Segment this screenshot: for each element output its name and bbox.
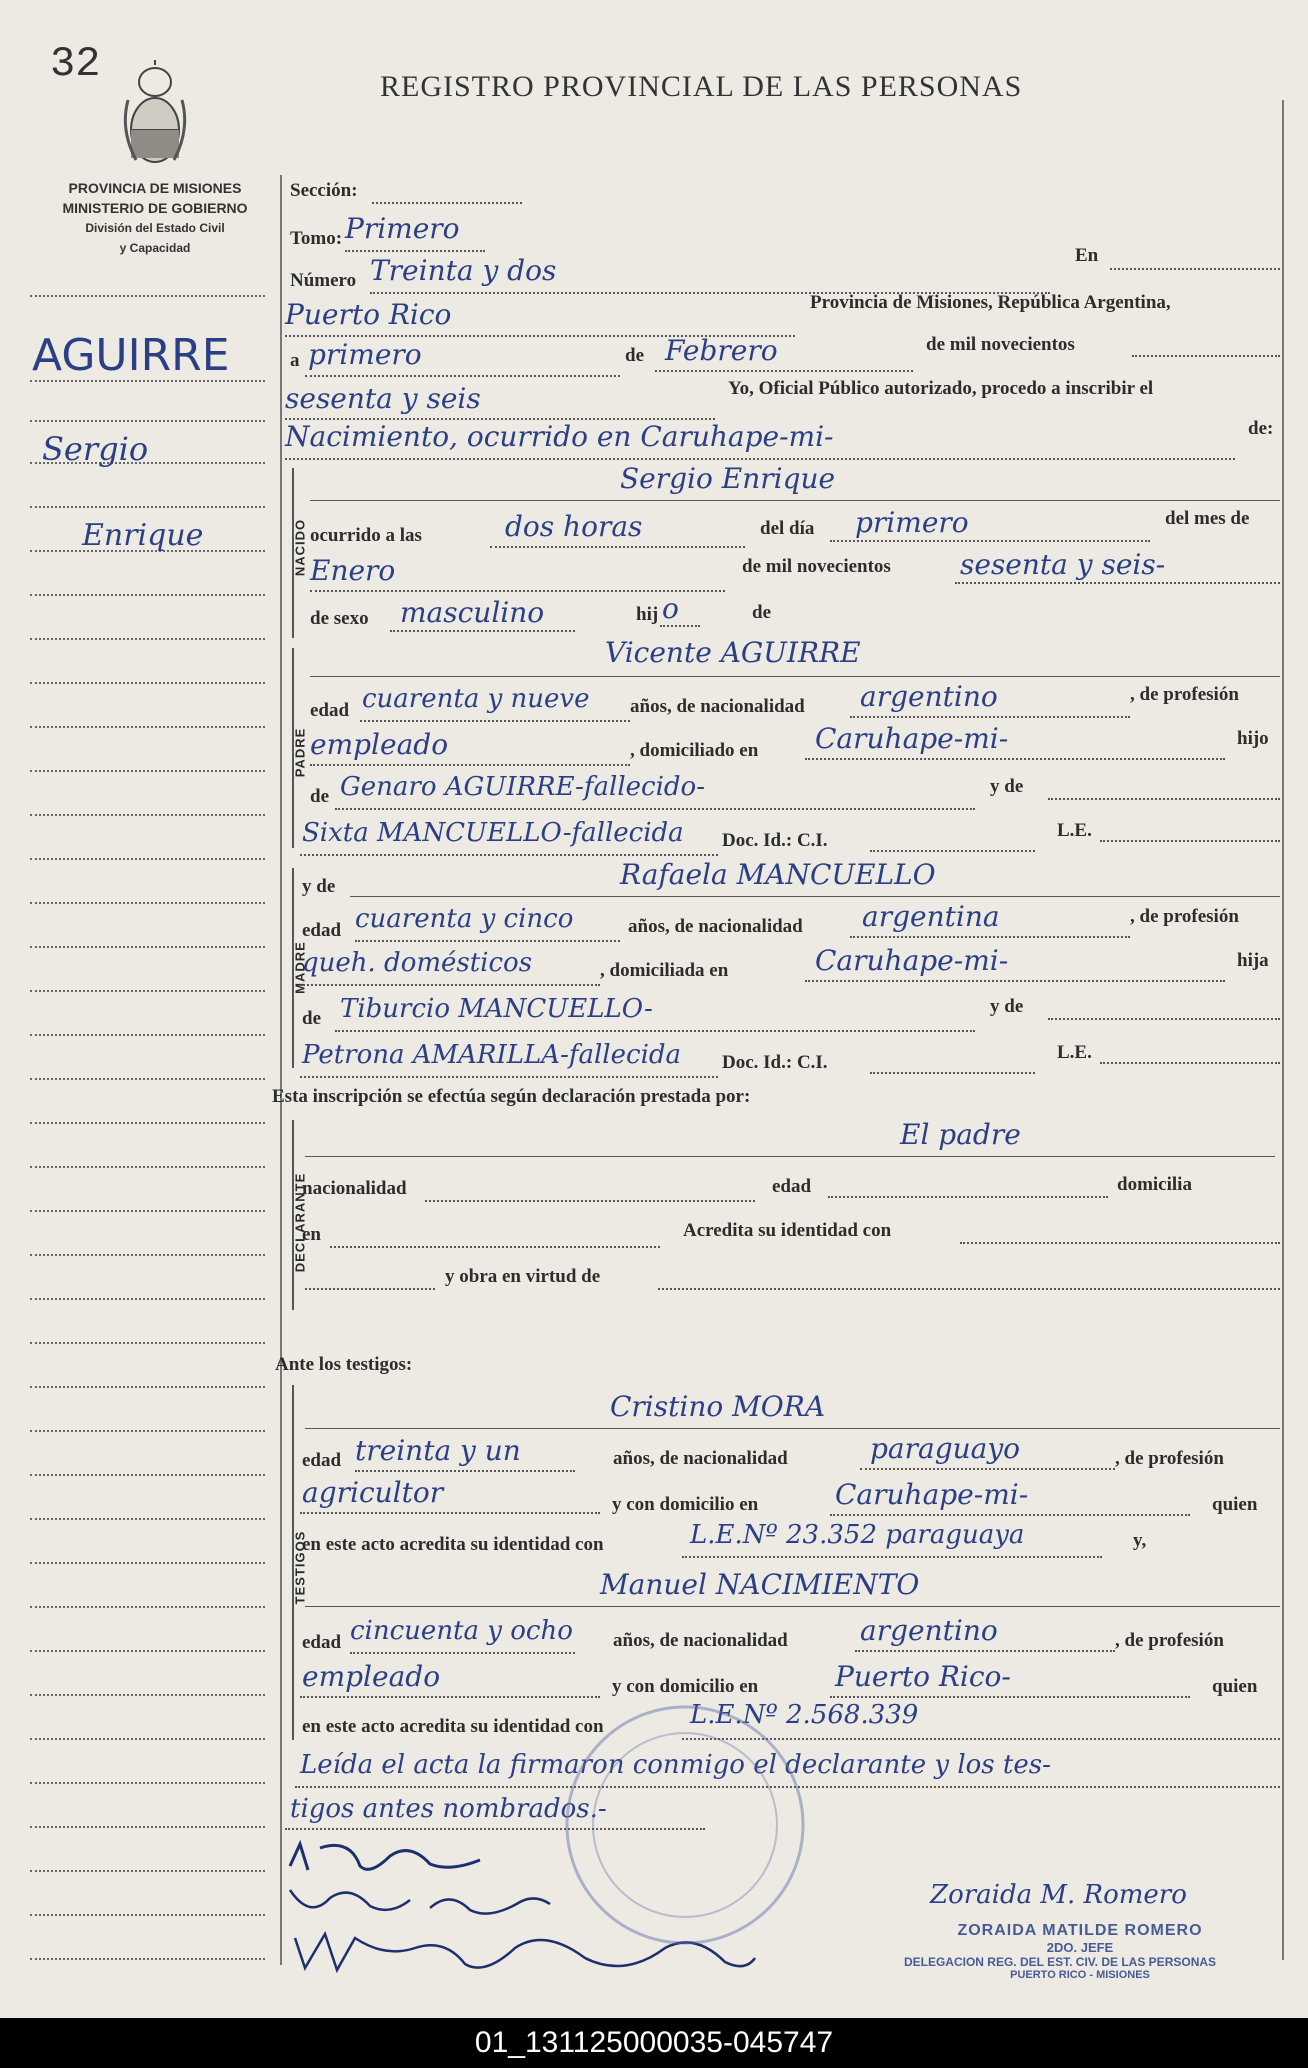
- label-decl-edad: edad: [772, 1176, 812, 1197]
- label-decl-acredita: Acredita su identidad con: [683, 1220, 892, 1241]
- value-t2-nac: argentino: [860, 1614, 998, 1647]
- label-decl-nacionalidad: nacionalidad: [302, 1178, 407, 1199]
- label-numero: Número: [290, 270, 357, 291]
- value-madre-edad: cuarenta y cinco: [355, 904, 574, 934]
- label-padre-y-de: y de: [990, 776, 1024, 797]
- value-anio-nac: sesenta y seis-: [960, 548, 1166, 581]
- label-de-mes: de: [625, 345, 644, 366]
- label-madre-nac: años, de nacionalidad: [628, 916, 803, 937]
- margin-surname: AGUIRRE: [32, 330, 230, 381]
- value-madre-nombre: Rafaela MANCUELLO: [620, 858, 936, 891]
- stamp-line-3: DELEGACION REG. DEL EST. CIV. DE LAS PERSONAS: [903, 1955, 1217, 1969]
- label-ocurrido: ocurrido a las: [310, 525, 422, 546]
- label-t1-prof: , de profesión: [1115, 1448, 1224, 1469]
- issuer-line-4: y Capacidad: [119, 241, 191, 255]
- stamp-line-1: ZORAIDA MATILDE ROMERO: [957, 1922, 1203, 1939]
- label-provincia: Provincia de Misiones, República Argentina,: [810, 292, 1171, 313]
- issuer-line-1: PROVINCIA DE MISIONES: [68, 180, 242, 196]
- label-seccion: Sección:: [290, 180, 358, 201]
- label-hija: hija: [1237, 950, 1269, 971]
- value-dia: primero: [308, 338, 422, 371]
- value-t1-id: L.E.Nº 23.352 paraguaya: [690, 1520, 1025, 1550]
- value-mes-nac: Enero: [310, 554, 396, 587]
- label-de-colon: de:: [1248, 418, 1274, 439]
- value-padre-dom: Caruhape-mi-: [815, 722, 1009, 755]
- value-t1-edad: treinta y un: [355, 1434, 521, 1467]
- value-sexo: masculino: [400, 596, 545, 629]
- label-ante-testigos: Ante los testigos:: [275, 1354, 413, 1375]
- page-title: REGISTRO PROVINCIAL DE LAS PERSONAS: [380, 70, 1023, 103]
- label-madre-de: de: [302, 1008, 321, 1029]
- label-madre-prof: , de profesión: [1130, 906, 1239, 927]
- value-t2-prof: empleado: [302, 1660, 441, 1693]
- label-decl-domicilia: domicilia: [1117, 1174, 1192, 1195]
- value-padre-nac: argentino: [860, 680, 998, 713]
- value-padre-madre: Sixta MANCUELLO-fallecida: [302, 818, 684, 848]
- label-madre-doc: Doc. Id.: C.I.: [722, 1052, 828, 1073]
- label-en: En: [1075, 245, 1099, 266]
- label-madre-y-de2: y de: [990, 996, 1024, 1017]
- label-t2-quien: quien: [1212, 1676, 1258, 1697]
- label-yo-oficial: Yo, Oficial Público autorizado, procedo a inscribir el: [728, 378, 1154, 399]
- label-madre-dom: , domiciliada en: [600, 960, 729, 981]
- value-nombre: Sergio Enrique: [620, 462, 836, 495]
- value-t1-dom: Caruhape-mi-: [835, 1478, 1029, 1511]
- official-stamp: [870, 1922, 1290, 1981]
- section-label-nacido: NACIDO: [292, 518, 308, 577]
- closing-line-1: Leída el acta la firmaron conmigo el declarante y los tes-: [300, 1750, 1051, 1780]
- label-del-dia: del día: [760, 518, 815, 539]
- stamp-line-2: 2DO. JEFE: [1046, 1940, 1114, 1955]
- label-t2-dom: y con domicilio en: [612, 1676, 759, 1697]
- label-padre-dom: , domiciliado en: [630, 740, 759, 761]
- value-t2-id: L.E.Nº 2.568.339: [690, 1700, 919, 1730]
- value-testigo2-nombre: Manuel NACIMIENTO: [600, 1568, 920, 1601]
- label-tomo: Tomo:: [290, 228, 343, 249]
- value-padre-prof: empleado: [310, 728, 449, 761]
- label-t1-dom: y con domicilio en: [612, 1494, 759, 1515]
- value-t1-prof: agricultor: [302, 1476, 444, 1509]
- value-madre-padre: Tiburcio MANCUELLO-: [340, 994, 653, 1024]
- official-signature: Zoraida M. Romero: [930, 1880, 1187, 1910]
- label-padre-nac: años, de nacionalidad: [630, 696, 805, 717]
- section-label-padre: PADRE: [292, 727, 308, 778]
- label-de-sexo: de sexo: [310, 608, 369, 629]
- value-padre-nombre: Vicente AGUIRRE: [605, 636, 861, 669]
- label-t2-prof: , de profesión: [1115, 1630, 1224, 1651]
- label-a: a: [290, 350, 300, 371]
- value-madre-dom: Caruhape-mi-: [815, 944, 1009, 977]
- value-t2-dom: Puerto Rico-: [835, 1660, 1011, 1693]
- value-hij-suffix: o: [662, 592, 679, 625]
- margin-first-name: Sergio: [42, 430, 149, 468]
- section-label-declarante: DECLARANTE: [292, 1172, 308, 1273]
- value-numero: Treinta y dos: [370, 254, 557, 287]
- section-label-testigos: TESTIGOS: [292, 1530, 308, 1605]
- value-hecho: Nacimiento, ocurrido en Caruhape-mi-: [285, 420, 834, 453]
- stamp-line-4: PUERTO RICO - MISIONES: [1010, 1969, 1150, 1981]
- value-madre-nac: argentina: [862, 900, 1000, 933]
- image-caption: 01_131125000035-045747: [0, 2018, 1308, 2068]
- label-esta-inscripcion: Esta inscripción se efectúa según declaración prestada por:: [272, 1086, 751, 1107]
- label-del-mes: del mes de: [1165, 508, 1250, 529]
- value-dia-nac: primero: [855, 506, 969, 539]
- label-t2-nac: años, de nacionalidad: [613, 1630, 788, 1651]
- issuer-block: [40, 178, 270, 258]
- value-tomo: Primero: [345, 212, 460, 245]
- label-hijo: hijo: [1237, 728, 1269, 749]
- value-lugar: Puerto Rico: [285, 298, 452, 331]
- label-decl-obra: y obra en virtud de: [445, 1266, 601, 1287]
- label-decl-en: en: [302, 1224, 321, 1245]
- value-testigo1-nombre: Cristino MORA: [610, 1390, 826, 1423]
- label-padre-edad: edad: [310, 700, 350, 721]
- label-padre-le: L.E.: [1057, 820, 1092, 841]
- label-t1-nac: años, de nacionalidad: [613, 1448, 788, 1469]
- label-de-mil-nac: de mil novecientos: [742, 556, 891, 577]
- vertical-divider: [280, 175, 282, 1965]
- value-padre-padre: Genaro AGUIRRE-fallecido-: [340, 772, 705, 802]
- label-padre-de: de: [310, 786, 329, 807]
- issuer-line-2: MINISTERIO DE GOBIERNO: [62, 200, 248, 216]
- official-seal: [560, 1700, 810, 1950]
- value-declarante: El padre: [900, 1118, 1021, 1151]
- label-t1-edad: edad: [302, 1450, 342, 1471]
- page-number: 32: [50, 40, 101, 88]
- label-t2-edad: edad: [302, 1632, 342, 1653]
- label-t1-quien: quien: [1212, 1494, 1258, 1515]
- right-border: [1282, 100, 1284, 1960]
- label-t2-acredita: en este acto acredita su identidad con: [302, 1716, 604, 1737]
- label-de-padres: de: [752, 602, 771, 623]
- label-hij: hij: [636, 604, 659, 625]
- value-horas: dos horas: [505, 510, 643, 543]
- closing-line-2: tigos antes nombrados.-: [290, 1794, 607, 1824]
- section-label-madre: MADRE: [292, 941, 308, 994]
- label-madre-edad: edad: [302, 920, 342, 941]
- label-t1-y: y,: [1133, 1530, 1147, 1551]
- value-padre-edad: cuarenta y nueve: [362, 684, 590, 714]
- label-t1-acredita: en este acto acredita su identidad con: [302, 1534, 604, 1555]
- label-padre-prof: , de profesión: [1130, 684, 1239, 705]
- value-mes: Febrero: [665, 334, 778, 367]
- label-madre-y-de: y de: [302, 876, 336, 897]
- issuer-line-3: División del Estado Civil: [85, 221, 225, 235]
- value-t2-edad: cincuenta y ocho: [350, 1616, 573, 1646]
- value-madre-prof: queh. domésticos: [302, 948, 533, 978]
- label-madre-le: L.E.: [1057, 1042, 1092, 1063]
- label-padre-doc: Doc. Id.: C.I.: [722, 830, 828, 851]
- value-t1-nac: paraguayo: [870, 1432, 1021, 1465]
- label-de-mil: de mil novecientos: [926, 334, 1075, 355]
- value-anio: sesenta y seis: [285, 382, 481, 415]
- declarant-signature: [280, 1836, 510, 1880]
- margin-second-name: Enrique: [82, 518, 204, 553]
- value-madre-madre: Petrona AMARILLA-fallecida: [302, 1040, 682, 1070]
- coat-of-arms-icon: [120, 60, 190, 170]
